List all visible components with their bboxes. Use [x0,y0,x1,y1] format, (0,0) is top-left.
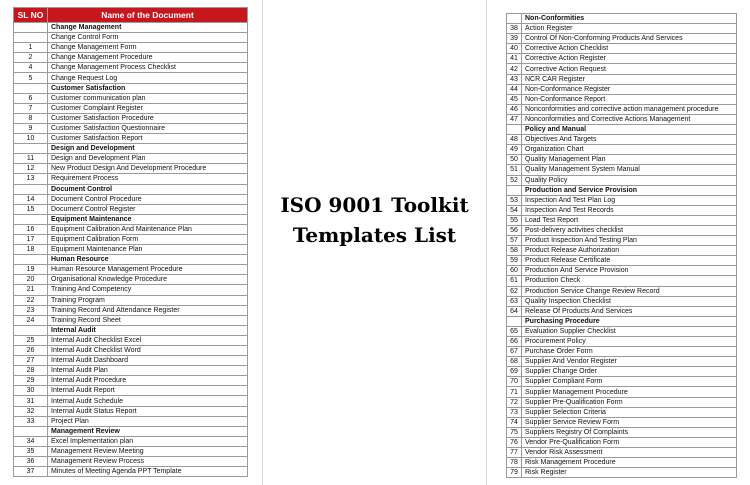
document-name-cell: Internal Audit Status Report [48,406,248,416]
sl-no-cell: 54 [507,205,522,215]
table-row [14,457,248,467]
sl-no-cell: 45 [507,94,522,104]
section-title-cell: Management Review [48,426,248,436]
document-name-cell: Risk Management Procedure [522,458,737,468]
sl-no-cell [14,33,48,43]
sl-no-cell: 41 [507,54,522,64]
sl-no-cell: 65 [507,326,522,336]
table-row [507,377,737,387]
document-name-cell: Procurement Policy [522,337,737,347]
table-row [14,285,248,295]
document-name-cell: Internal Audit Checklist Word [48,346,248,356]
sl-no-cell: 28 [14,366,48,376]
sl-no-cell: 34 [14,436,48,446]
table-row [14,194,248,204]
document-name-cell: Nonconformities and corrective action management procedure [522,104,737,114]
section-header-row [14,214,248,224]
section-header-row [14,426,248,436]
sl-no-cell: 49 [507,145,522,155]
document-name-cell: Supplier Pre-Qualification Form [522,397,737,407]
document-name-cell: Non-Conformance Report [522,94,737,104]
document-name-cell: Corrective Action Register [522,54,737,64]
document-name-cell: Suppliers Registry Of Complaints [522,427,737,437]
document-name-cell: Action Register [522,24,737,34]
table-row [14,134,248,144]
document-name-cell: Nonconformities and Corrective Actions Management [522,114,737,124]
section-title-cell: Document Control [48,184,248,194]
document-name-cell: Customer Satisfaction Procedure [48,113,248,123]
table-row [507,266,737,276]
sl-no-cell: 32 [14,406,48,416]
section-title-cell: Equipment Maintenance [48,214,248,224]
table-row [14,113,248,123]
title-line-1: ISO 9001 Toolkit [280,193,469,217]
sl-no-cell: 23 [14,305,48,315]
document-name-cell: Internal Audit Checklist Excel [48,335,248,345]
document-name-header: Name of the Document [48,8,248,23]
table-row [507,145,737,155]
sl-no-cell: 38 [507,24,522,34]
table-row [507,165,737,175]
document-name-cell: Customer communication plan [48,93,248,103]
document-name-cell: Internal Audit Schedule [48,396,248,406]
document-name-cell: Vendor Pre-Qualification Form [522,437,737,447]
table-row [14,436,248,446]
document-name-cell: Quality Management System Manual [522,165,737,175]
table-row [507,337,737,347]
table-row [14,346,248,356]
section-title-cell: Change Management [48,23,248,33]
page-divider [486,0,487,485]
section-title-cell: Customer Satisfaction [48,83,248,93]
document-name-cell: Quality Policy [522,175,737,185]
table-row [14,406,248,416]
sl-no-cell: 11 [14,154,48,164]
table-row [14,73,248,83]
table-row [507,84,737,94]
table-row [14,315,248,325]
right-document-table [506,13,737,478]
sl-no-cell: 60 [507,266,522,276]
sl-no-cell: 63 [507,296,522,306]
table-row [507,114,737,124]
document-name-cell: Equipment Maintenance Plan [48,245,248,255]
sl-no-cell: 78 [507,458,522,468]
sl-no-cell: 27 [14,356,48,366]
sl-no-cell [507,14,522,24]
sl-no-cell: 19 [14,265,48,275]
document-name-cell: Project Plan [48,416,248,426]
document-name-cell: Release Of Products And Services [522,306,737,316]
sl-no-cell: 46 [507,104,522,114]
document-name-cell: Post-delivery activities checklist [522,225,737,235]
sl-no-header: SL NO [14,8,48,23]
table-row [507,407,737,417]
sl-no-cell: 57 [507,236,522,246]
document-name-cell: Product Release Authorization [522,246,737,256]
section-title-cell: Internal Audit [48,325,248,335]
sl-no-cell: 72 [507,397,522,407]
sl-no-cell: 1 [14,43,48,53]
document-name-cell: Corrective Action Request [522,64,737,74]
sl-no-cell: 6 [14,93,48,103]
document-name-cell: Customer Satisfaction Questionnaire [48,123,248,133]
table-row [14,123,248,133]
document-name-cell: Objectives And Targets [522,135,737,145]
sl-no-cell: 13 [14,174,48,184]
document-name-cell: Internal Audit Procedure [48,376,248,386]
document-name-cell: Supplier And Vendor Register [522,357,737,367]
table-row [14,446,248,456]
document-name-cell: Internal Audit Plan [48,366,248,376]
document-name-cell: Supplier Compliant Form [522,377,737,387]
table-row [507,34,737,44]
table-row [507,256,737,266]
section-title-cell: Purchasing Procedure [522,316,737,326]
document-name-cell: Product Release Certificate [522,256,737,266]
document-name-cell: Supplier Service Review Form [522,417,737,427]
left-page [0,0,262,485]
sl-no-cell: 15 [14,204,48,214]
document-name-cell: Equipment Calibration Form [48,234,248,244]
sl-no-cell: 26 [14,346,48,356]
table-row [14,33,248,43]
document-name-cell: Training Record Sheet [48,315,248,325]
table-row [14,245,248,255]
sl-no-cell: 35 [14,446,48,456]
sl-no-cell: 61 [507,276,522,286]
document-name-cell: Product Inspection And Testing Plan [522,236,737,246]
section-header-row [507,185,737,195]
table-row [507,276,737,286]
document-name-cell: Human Resource Management Procedure [48,265,248,275]
table-row [507,397,737,407]
sl-no-cell: 67 [507,347,522,357]
table-row [14,295,248,305]
table-row [507,387,737,397]
sl-no-cell [14,144,48,154]
sl-no-cell: 58 [507,246,522,256]
table-row [507,236,737,246]
sl-no-cell [507,316,522,326]
table-row [507,135,737,145]
document-name-cell: Management Review Meeting [48,446,248,456]
table-row [507,94,737,104]
sl-no-cell: 56 [507,225,522,235]
table-row [14,224,248,234]
sl-no-cell: 66 [507,337,522,347]
sl-no-cell: 2 [14,53,48,63]
document-name-cell: Supplier Management Procedure [522,387,737,397]
sl-no-cell: 62 [507,286,522,296]
table-row [507,44,737,54]
sl-no-cell [14,83,48,93]
sl-no-cell: 43 [507,74,522,84]
document-name-cell: Training And Competency [48,285,248,295]
document-name-cell: Non-Conformance Register [522,84,737,94]
table-row [507,175,737,185]
sl-no-cell: 76 [507,437,522,447]
table-row [507,296,737,306]
sl-no-cell: 77 [507,448,522,458]
sl-no-cell [14,184,48,194]
table-row [14,396,248,406]
table-row [14,93,248,103]
document-name-cell: Production Check [522,276,737,286]
table-row [14,164,248,174]
document-name-cell: Production Service Change Review Record [522,286,737,296]
table-row [14,376,248,386]
document-name-cell: Inspection And Test Plan Log [522,195,737,205]
sl-no-cell: 8 [14,113,48,123]
document-name-cell: Production And Service Provision [522,266,737,276]
title-line-2: Templates List [292,223,457,247]
sl-no-cell: 40 [507,44,522,54]
table-row [507,458,737,468]
document-name-cell: Supplier Change Order [522,367,737,377]
sl-no-cell: 68 [507,357,522,367]
document-name-cell: Design and Development Plan [48,154,248,164]
table-row [507,215,737,225]
section-header-row [14,325,248,335]
table-row [507,205,737,215]
sl-no-cell: 75 [507,427,522,437]
document-name-cell: Purchase Order Form [522,347,737,357]
table-row [14,103,248,113]
document-name-cell: Internal Audit Report [48,386,248,396]
document-name-cell: Change Management Form [48,43,248,53]
section-header-row [507,14,737,24]
table-row [507,74,737,84]
document-name-cell: Quality Management Plan [522,155,737,165]
table-row [507,155,737,165]
section-title-cell: Design and Development [48,144,248,154]
table-row [14,174,248,184]
sl-no-cell [507,125,522,135]
sl-no-cell: 71 [507,387,522,397]
sl-no-cell: 20 [14,275,48,285]
document-name-cell: NCR CAR Register [522,74,737,84]
sl-no-cell: 31 [14,396,48,406]
sl-no-cell: 14 [14,194,48,204]
sl-no-cell: 9 [14,123,48,133]
sl-no-cell: 59 [507,256,522,266]
sl-no-cell: 47 [507,114,522,124]
table-row [507,326,737,336]
sl-no-cell: 37 [14,467,48,477]
sl-no-cell: 74 [507,417,522,427]
table-row [14,356,248,366]
sl-no-cell: 52 [507,175,522,185]
sl-no-cell: 53 [507,195,522,205]
sl-no-cell [14,255,48,265]
sl-no-cell: 22 [14,295,48,305]
sl-no-cell: 18 [14,245,48,255]
sl-no-cell [14,23,48,33]
table-row [14,53,248,63]
document-name-cell: Load Test Report [522,215,737,225]
document-name-cell: Document Control Procedure [48,194,248,204]
document-name-cell: Change Management Procedure [48,53,248,63]
table-row [507,347,737,357]
table-row [507,427,737,437]
sl-no-cell: 17 [14,234,48,244]
sl-no-cell: 36 [14,457,48,467]
section-header-row [14,255,248,265]
table-row [14,386,248,396]
document-name-cell: Training Record And Attendance Register [48,305,248,315]
sl-no-cell: 16 [14,224,48,234]
table-row [14,467,248,477]
sl-no-cell: 55 [507,215,522,225]
document-name-cell: Risk Register [522,468,737,478]
sl-no-cell: 73 [507,407,522,417]
document-name-cell: Training Program [48,295,248,305]
table-row [507,357,737,367]
table-row [14,305,248,315]
document-name-cell: Supplier Selection Criteria [522,407,737,417]
table-row [14,366,248,376]
document-name-cell: Quality Inspection Checklist [522,296,737,306]
document-name-cell: Internal Audit Dashboard [48,356,248,366]
section-header-row [507,125,737,135]
sl-no-cell: 39 [507,34,522,44]
document-name-cell: Excel Implementation plan [48,436,248,446]
sl-no-cell: 50 [507,155,522,165]
table-row [14,234,248,244]
sl-no-cell: 48 [507,135,522,145]
sl-no-cell: 5 [14,73,48,83]
sl-no-cell: 10 [14,134,48,144]
right-page [488,0,750,485]
document-name-cell: Management Review Process [48,457,248,467]
section-header-row [14,184,248,194]
table-row [14,154,248,164]
document-name-cell: Change Control Form [48,33,248,43]
table-row [507,306,737,316]
sl-no-cell [14,325,48,335]
document-name-cell: Inspection And Test Records [522,205,737,215]
table-row [14,275,248,285]
sl-no-cell: 29 [14,376,48,386]
document-name-cell: Evaluation Supplier Checklist [522,326,737,336]
sl-no-cell [14,214,48,224]
table-row [507,286,737,296]
left-table-body [14,23,248,477]
sl-no-cell: 25 [14,335,48,345]
table-row [507,437,737,447]
table-header-row [14,8,248,23]
table-row [14,63,248,73]
document-name-cell: Customer Complaint Register [48,103,248,113]
document-name-cell: Change Request Log [48,73,248,83]
table-row [14,204,248,214]
section-header-row [507,316,737,326]
sl-no-cell: 12 [14,164,48,174]
sl-no-cell: 70 [507,377,522,387]
sl-no-cell: 24 [14,315,48,325]
table-row [14,265,248,275]
table-row [507,417,737,427]
sl-no-cell [507,185,522,195]
sl-no-cell: 4 [14,63,48,73]
section-title-cell: Policy and Manual [522,125,737,135]
sl-no-cell: 79 [507,468,522,478]
table-row [507,367,737,377]
table-row [507,104,737,114]
document-name-cell: Customer Satisfaction Report [48,134,248,144]
document-name-cell: Change Management Process Checklist [48,63,248,73]
section-title-cell: Human Resource [48,255,248,265]
section-title-cell: Production and Service Provision [522,185,737,195]
page-title [262,190,487,250]
table-row [507,54,737,64]
document-name-cell: Equipment Calibration And Maintenance Plan [48,224,248,234]
document-name-cell: New Product Design And Development Procedure [48,164,248,174]
document-name-cell: Requirement Process [48,174,248,184]
section-title-cell: Non-Conformities [522,14,737,24]
sl-no-cell: 51 [507,165,522,175]
table-row [507,225,737,235]
table-row [507,195,737,205]
sl-no-cell: 21 [14,285,48,295]
right-table-body [507,14,737,478]
left-document-table [13,7,248,477]
document-name-cell: Vendor Risk Assessment [522,448,737,458]
document-name-cell: Organisational Knowledge Procedure [48,275,248,285]
table-row [507,448,737,458]
document-name-cell: Minutes of Meeting Agenda PPT Template [48,467,248,477]
sl-no-cell: 33 [14,416,48,426]
sl-no-cell: 42 [507,64,522,74]
table-row [507,24,737,34]
table-row [507,246,737,256]
section-header-row [14,144,248,154]
table-row [14,416,248,426]
sl-no-cell: 7 [14,103,48,113]
sl-no-cell [14,426,48,436]
sl-no-cell: 69 [507,367,522,377]
table-row [507,468,737,478]
sl-no-cell: 44 [507,84,522,94]
table-row [14,335,248,345]
sl-no-cell: 64 [507,306,522,316]
section-header-row [14,83,248,93]
document-name-cell: Organization Chart [522,145,737,155]
document-name-cell: Corrective Action Checklist [522,44,737,54]
section-header-row [14,23,248,33]
document-name-cell: Control Of Non-Conforming Products And Services [522,34,737,44]
table-row [507,64,737,74]
document-name-cell: Document Control Register [48,204,248,214]
table-row [14,43,248,53]
sl-no-cell: 30 [14,386,48,396]
